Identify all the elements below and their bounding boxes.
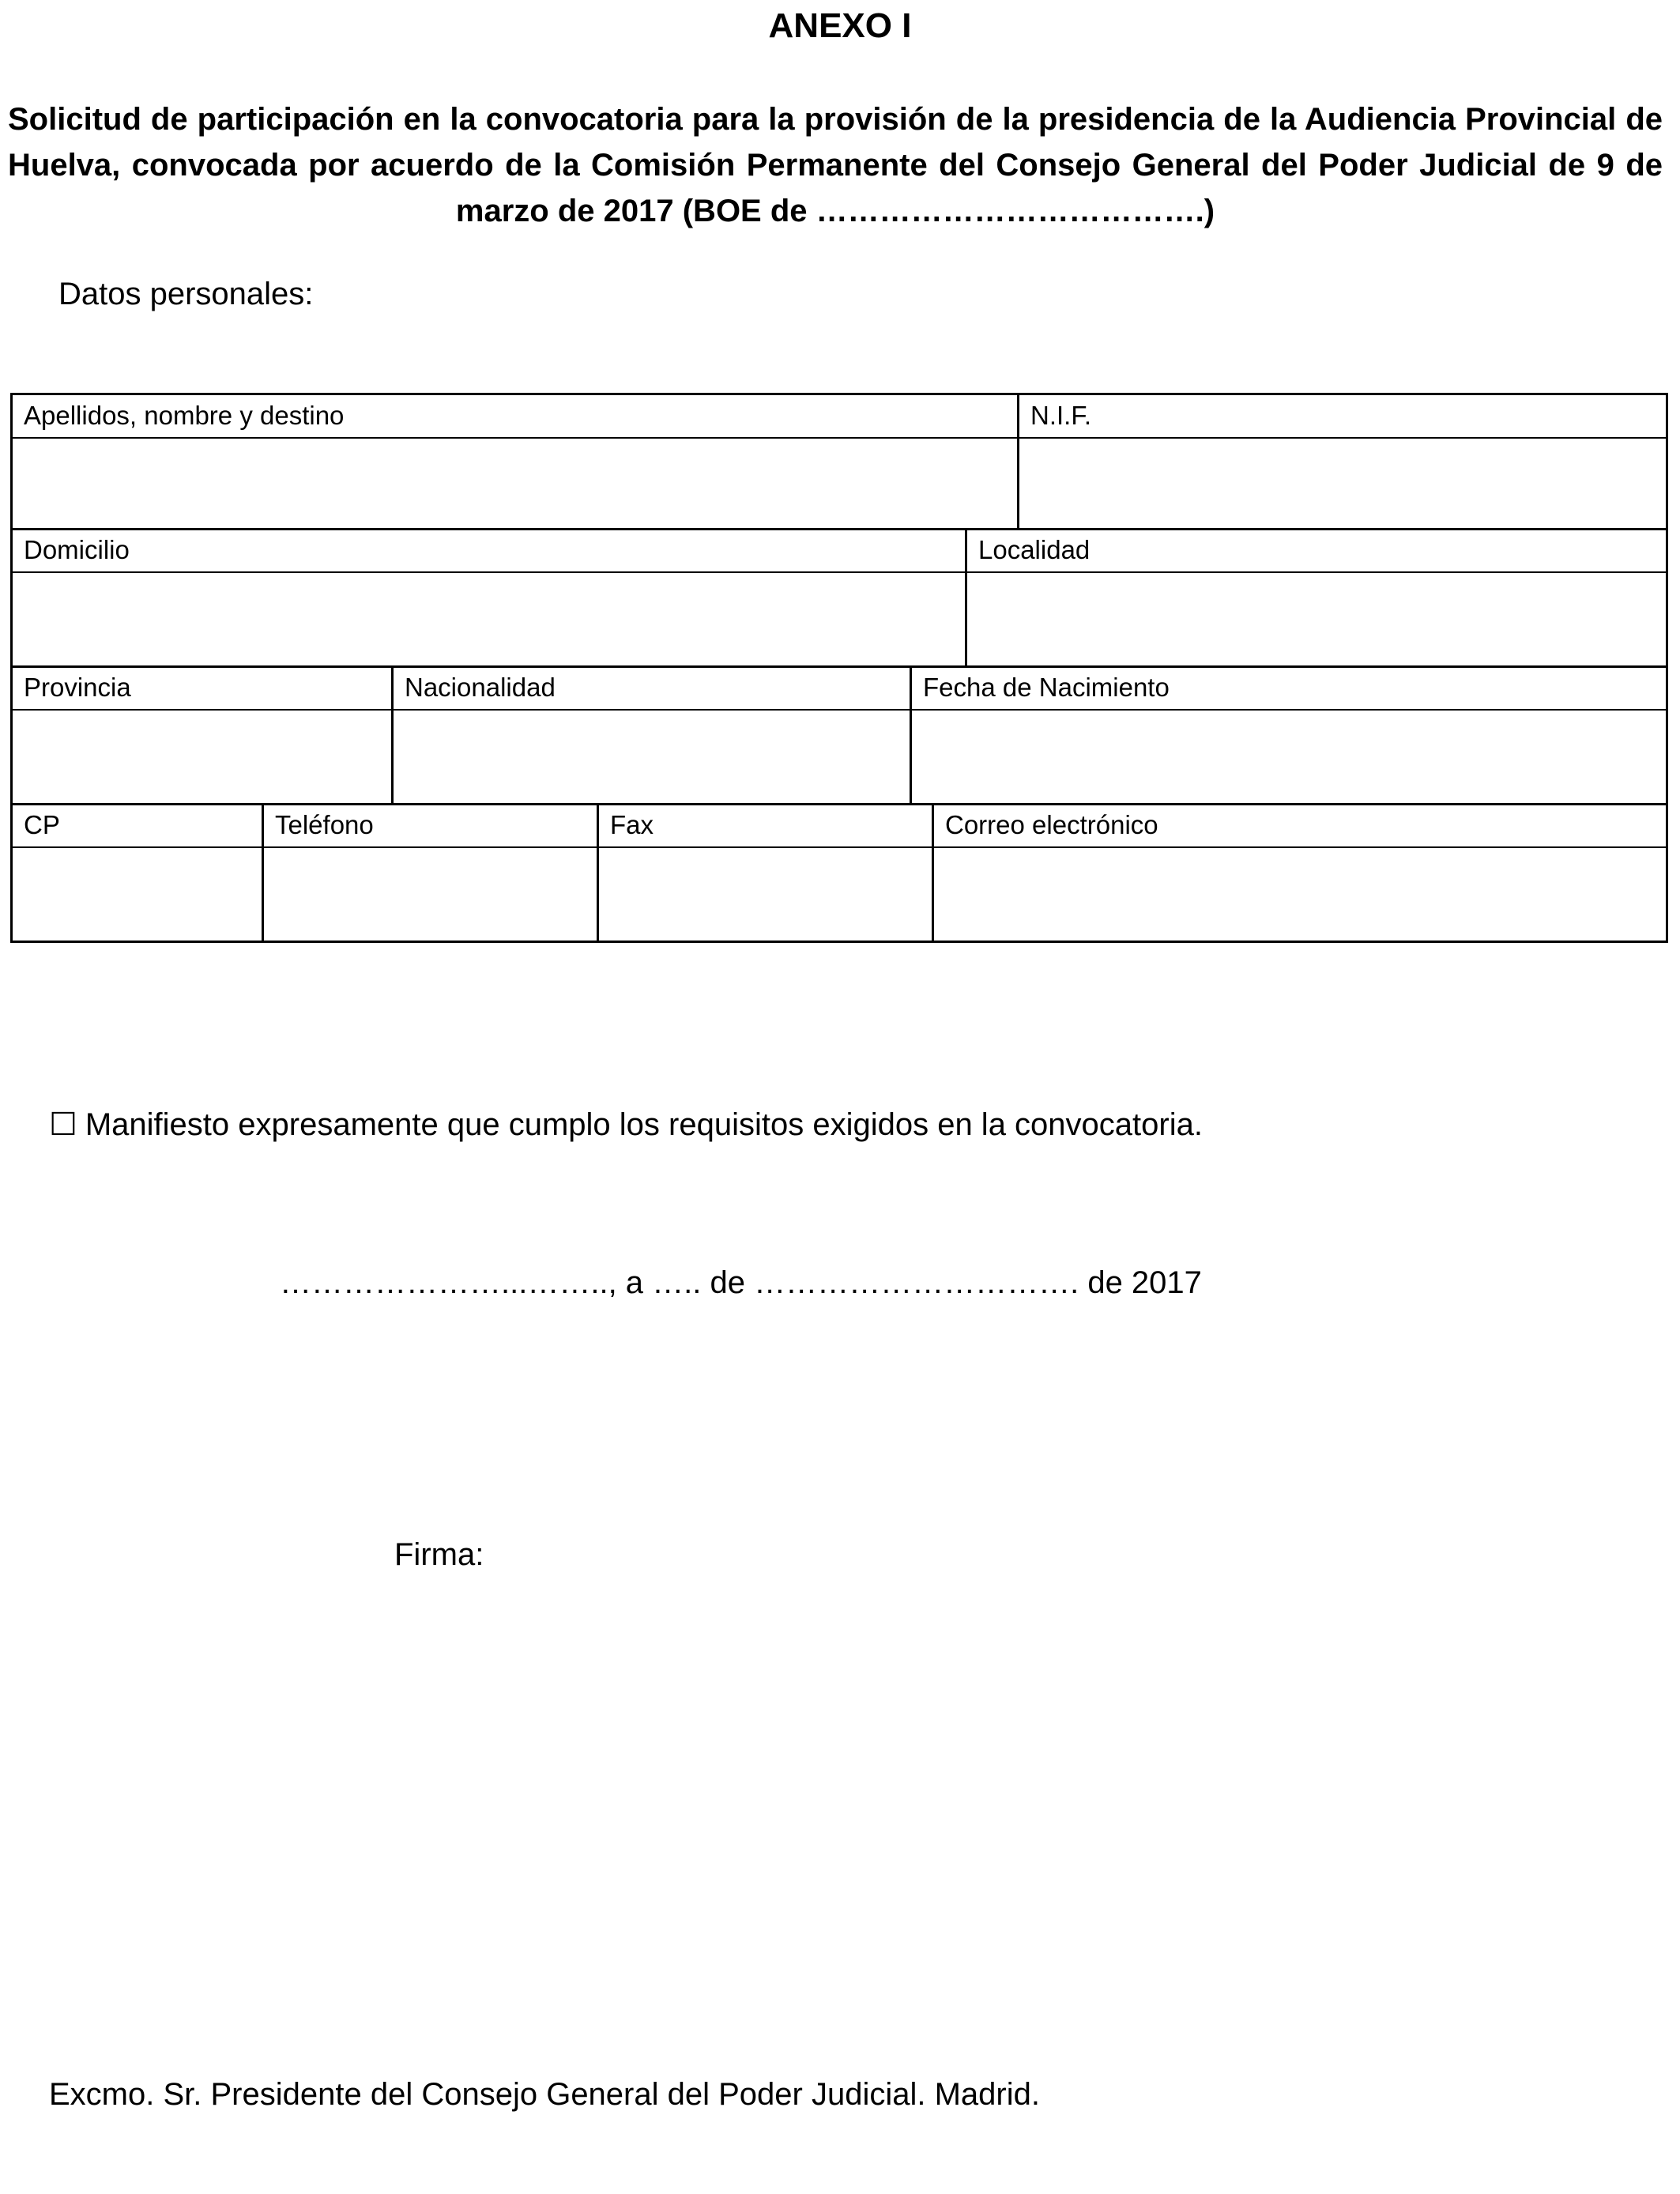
provincia-cell: [13, 667, 394, 803]
nacionalidad-label: Nacionalidad: [394, 667, 910, 711]
manifiesto-line: [49, 1106, 1203, 1143]
nacionalidad-field[interactable]: [394, 711, 910, 803]
intro-paragraph: Solicitud de participación en la convocatoria para la provisión de la presidencia de la Audiencia Provincial de Huelva, convocada por acuerdo de la Comisión Permanente del Consejo General del Poder Judicial de 9 de marzo de 2017 (BOE de ……………………………….): [8, 102, 1663, 228]
cp-field[interactable]: [13, 848, 262, 941]
datos-personales-label: Datos personales:: [58, 277, 314, 311]
nacionalidad-cell: [394, 667, 912, 803]
localidad-field[interactable]: [967, 573, 1666, 665]
addressee-footer: Excmo. Sr. Presidente del Consejo General del Poder Judicial. Madrid.: [49, 2077, 1040, 2112]
telefono-cell: [264, 805, 599, 941]
requisitos-checkbox[interactable]: ☐: [49, 1107, 77, 1142]
telefono-label: Teléfono: [264, 805, 597, 848]
localidad-label: Localidad: [967, 530, 1666, 573]
nif-field[interactable]: [1019, 439, 1666, 528]
nif-label: N.I.F.: [1019, 395, 1666, 439]
cp-label: CP: [13, 805, 262, 848]
fecha-nacimiento-field[interactable]: [912, 711, 1666, 803]
domicilio-field[interactable]: [13, 573, 965, 665]
manifiesto-text: Manifiesto expresamente que cumplo los requisitos exigidos en la convocatoria.: [85, 1106, 1203, 1142]
localidad-cell: [967, 530, 1666, 665]
apellidos-field[interactable]: [13, 439, 1017, 528]
page-title: ANEXO I: [768, 6, 912, 45]
provincia-label: Provincia: [13, 667, 391, 711]
firma-label: Firma:: [394, 1537, 484, 1572]
fecha-nacimiento-cell: [912, 667, 1666, 803]
correo-field[interactable]: [934, 848, 1666, 941]
form-row-1: [10, 393, 1668, 530]
fax-field[interactable]: [599, 848, 932, 941]
form-row-3: [10, 667, 1668, 805]
cp-cell: [13, 805, 264, 941]
apellidos-label: Apellidos, nombre y destino: [13, 395, 1017, 439]
nif-cell: [1019, 395, 1666, 528]
fax-label: Fax: [599, 805, 932, 848]
correo-cell: [934, 805, 1666, 941]
fax-cell: [599, 805, 934, 941]
domicilio-cell: [13, 530, 967, 665]
apellidos-cell: [13, 395, 1019, 528]
form-row-2: [10, 530, 1668, 668]
telefono-field[interactable]: [264, 848, 597, 941]
fecha-nacimiento-label: Fecha de Nacimiento: [912, 667, 1666, 711]
domicilio-label: Domicilio: [13, 530, 965, 573]
provincia-field[interactable]: [13, 711, 391, 803]
date-place-line: …………………...…….., a ….. de …………………………. de 2017: [280, 1265, 1202, 1300]
correo-label: Correo electrónico: [934, 805, 1666, 848]
form-row-4: [10, 805, 1668, 943]
